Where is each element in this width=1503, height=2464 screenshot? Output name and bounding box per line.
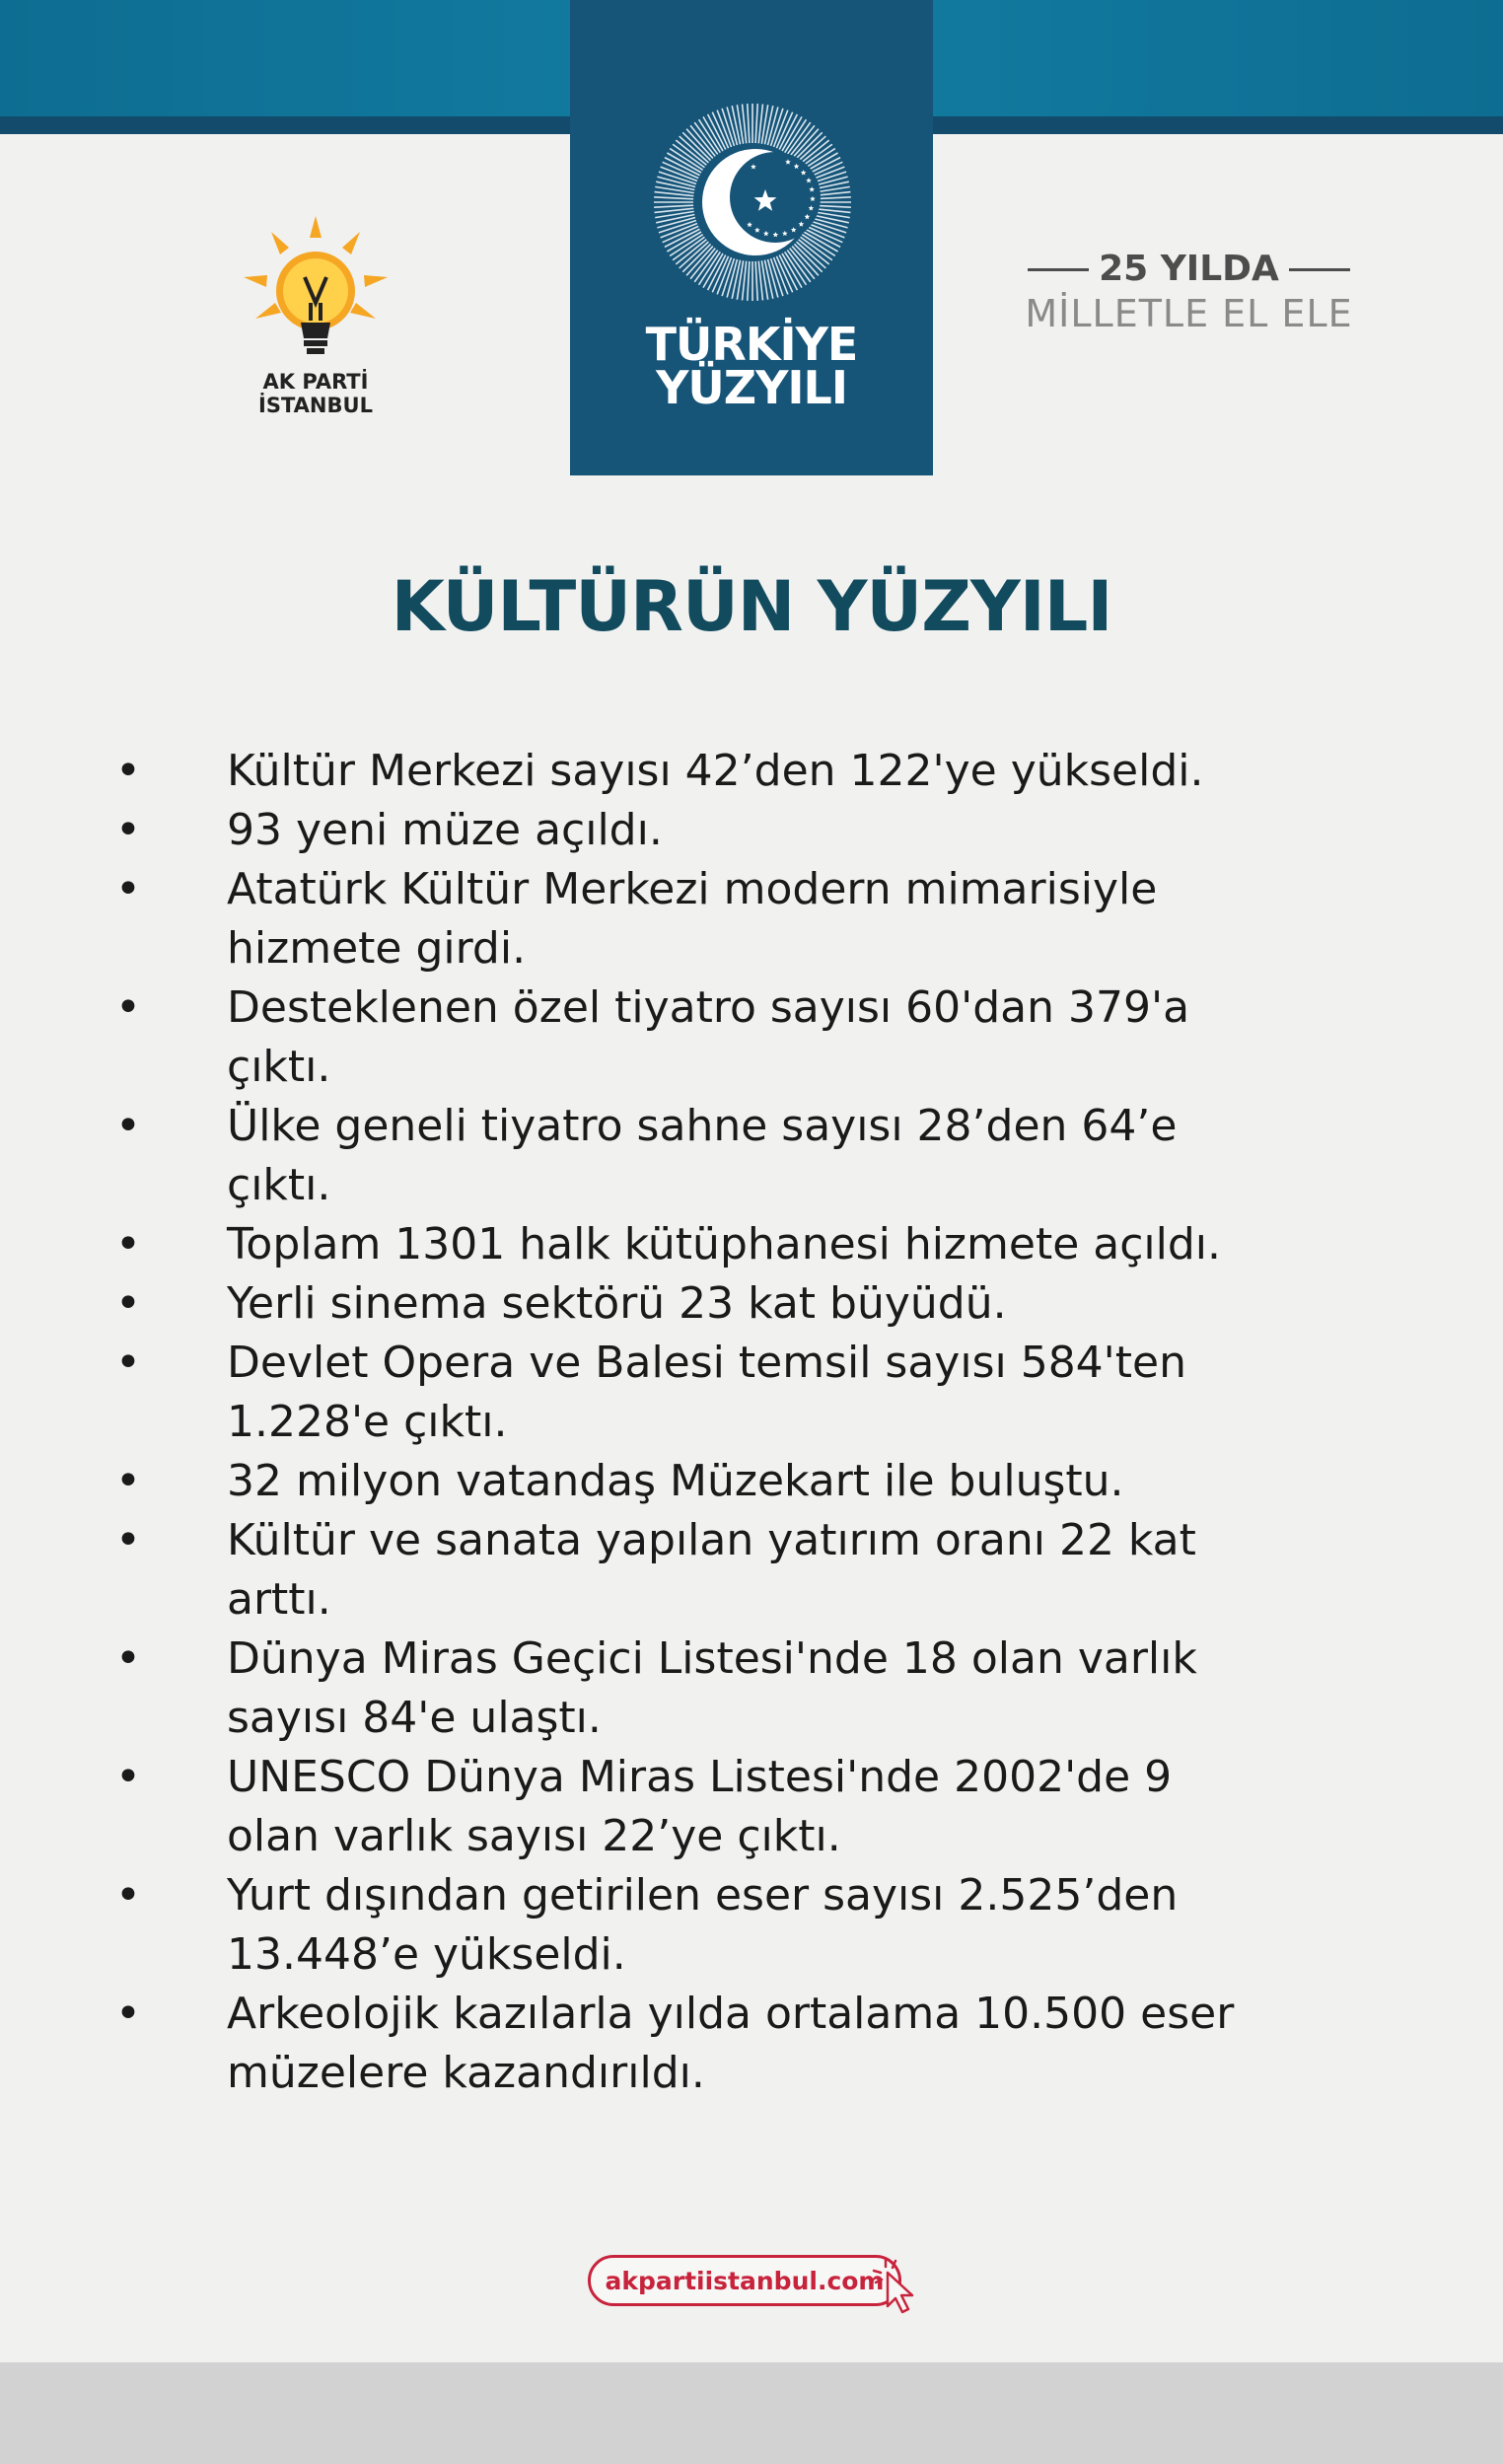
- bullet-dot: •: [115, 1456, 141, 1506]
- list-item-text: Ülke geneli tiyatro sahne sayısı 28’den 64’e: [227, 1101, 1178, 1151]
- turkiye-yuzyili-panel: [570, 0, 933, 475]
- list-item-text: Yerli sinema sektörü 23 kat büyüdü.: [227, 1278, 1007, 1329]
- list-item-text: 93 yeni müze açıldı.: [227, 805, 663, 855]
- bullet-dot: •: [115, 1870, 141, 1920]
- list-item: [113, 1452, 1386, 1511]
- list-item-text: Dünya Miras Geçici Listesi'nde 18 olan varlık: [227, 1633, 1197, 1684]
- list-item-text: 32 milyon vatandaş Müzekart ile buluştu.: [227, 1456, 1124, 1506]
- bullet-dot: •: [115, 1278, 141, 1329]
- list-item: [113, 801, 1386, 860]
- logo-text-ak-parti: AK PARTİ: [262, 370, 369, 394]
- bullet-dot: •: [115, 1989, 141, 2039]
- list-item-text: 13.448’e yükseldi.: [227, 1929, 626, 1980]
- website-link[interactable]: [588, 2255, 901, 2306]
- list-item: [113, 1274, 1386, 1334]
- list-item-text: Kültür ve sanata yapılan yatırım oranı 22 kat: [227, 1515, 1196, 1565]
- list-item: [113, 978, 1386, 1097]
- list-item: [113, 742, 1386, 801]
- tagline-years: 25 YILDA: [1099, 249, 1279, 289]
- bullet-dot: •: [115, 805, 141, 855]
- list-item: [113, 1985, 1386, 2103]
- list-item-text: hizmete girdi.: [227, 923, 527, 974]
- bottom-banner: [0, 2362, 1503, 2464]
- list-item-text: sayısı 84'e ulaştı.: [227, 1693, 602, 1743]
- yuzyili-title: YÜZYILI: [656, 361, 847, 414]
- tagline: [1014, 249, 1364, 335]
- list-item-text: çıktı.: [227, 1042, 331, 1092]
- ak-parti-lightbulb-icon: [234, 212, 397, 360]
- list-item: [113, 860, 1386, 978]
- list-item-text: Arkeolojik kazılarla yılda ortalama 10.500 eser: [227, 1989, 1235, 2039]
- bullet-dot: •: [115, 1338, 141, 1388]
- list-item: [113, 1630, 1386, 1748]
- crescent-star-emblem-icon: [649, 99, 856, 306]
- list-item-text: çıktı.: [227, 1160, 331, 1210]
- list-item: [113, 1866, 1386, 1985]
- list-item-text: Kültür Merkezi sayısı 42’den 122'ye yükseldi.: [227, 746, 1204, 796]
- list-item: [113, 1748, 1386, 1866]
- list-item-text: Yurt dışından getirilen eser sayısı 2.525’den: [227, 1870, 1179, 1920]
- list-item-text: 1.228'e çıktı.: [227, 1397, 508, 1447]
- bullet-dot: •: [115, 982, 141, 1033]
- ak-parti-logo: [222, 212, 409, 429]
- bullet-dot: •: [115, 1515, 141, 1565]
- list-item: [113, 1215, 1386, 1274]
- list-item: [113, 1334, 1386, 1452]
- bullet-dot: •: [115, 1752, 141, 1802]
- list-item-text: UNESCO Dünya Miras Listesi'nde 2002'de 9: [227, 1752, 1173, 1802]
- website-url[interactable]: akpartiistanbul.com: [605, 2266, 885, 2295]
- achievement-list: [113, 742, 1386, 2103]
- page-title: KÜLTÜRÜN YÜZYILI: [391, 566, 1112, 647]
- bullet-dot: •: [115, 746, 141, 796]
- list-item-text: müzelere kazandırıldı.: [227, 2048, 705, 2098]
- list-item: [113, 1511, 1386, 1630]
- divider-right: [1289, 268, 1350, 271]
- list-item-text: Atatürk Kültür Merkezi modern mimarisiyle: [227, 864, 1158, 914]
- list-item-text: Devlet Opera ve Balesi temsil sayısı 584'ten: [227, 1338, 1186, 1388]
- list-item-text: olan varlık sayısı 22’ye çıktı.: [227, 1811, 841, 1861]
- tagline-top: [1014, 249, 1364, 289]
- tagline-slogan: MİLLETLE EL ELE: [1025, 292, 1353, 335]
- bullet-dot: •: [115, 1633, 141, 1684]
- turkiye-title: TÜRKİYE: [645, 318, 858, 371]
- cursor-click-icon: [866, 2251, 925, 2320]
- logo-text-istanbul: İSTANBUL: [258, 394, 373, 417]
- bullet-dot: •: [115, 1101, 141, 1151]
- list-item-text: arttı.: [227, 1574, 331, 1625]
- divider-left: [1028, 268, 1089, 271]
- list-item: [113, 1097, 1386, 1215]
- bullet-dot: •: [115, 1219, 141, 1269]
- bullet-dot: •: [115, 864, 141, 914]
- list-item-text: Desteklenen özel tiyatro sayısı 60'dan 379'a: [227, 982, 1190, 1033]
- list-item-text: Toplam 1301 halk kütüphanesi hizmete açıldı.: [227, 1219, 1222, 1269]
